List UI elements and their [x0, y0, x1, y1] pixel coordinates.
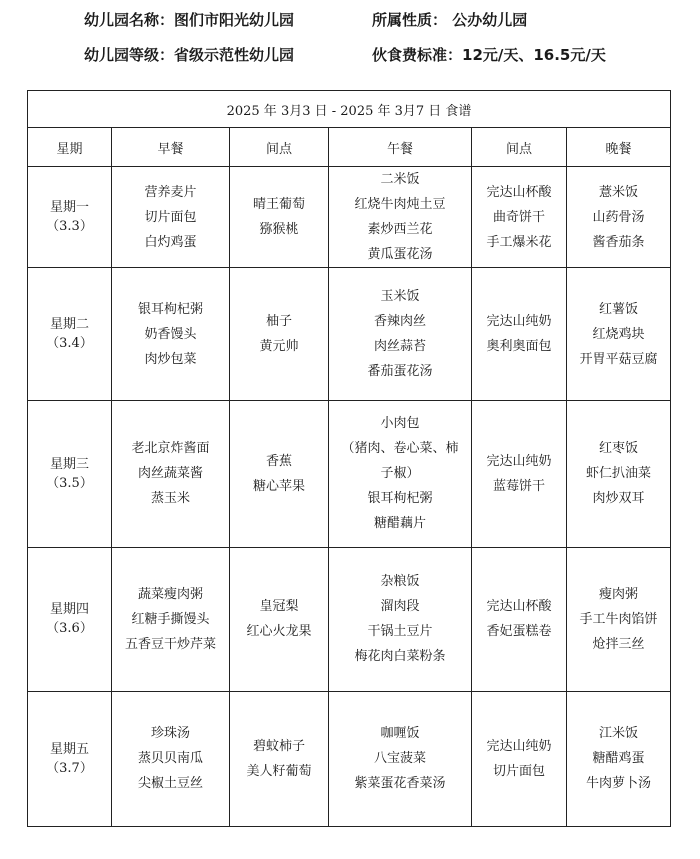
lunch-cell	[329, 547, 472, 691]
menu-item: 肉丝蔬菜酱	[137, 466, 203, 482]
table-row-friday	[28, 691, 671, 826]
table-row-wednesday	[28, 401, 671, 547]
menu-item: 杂粮饭	[380, 574, 420, 590]
weekday-label: 星期三	[49, 456, 89, 472]
weekday-cell	[28, 691, 112, 826]
menu-item: 香蕉	[265, 453, 292, 469]
dinner-cell	[567, 401, 671, 547]
weekday-date: （3.3）	[46, 219, 93, 235]
menu-item: 肉炒包菜	[144, 351, 197, 367]
menu-item: 蒸玉米	[150, 491, 190, 507]
weekday-cell	[28, 401, 112, 547]
kindergarten-nature: 所属性质： 公办幼儿园	[372, 11, 528, 29]
menu-item: 猕猴桃	[259, 222, 299, 238]
menu-item: 切片面包	[492, 763, 545, 779]
lunch-cell	[329, 268, 472, 401]
snack-afternoon-cell	[472, 547, 567, 691]
menu-item: 红糖手撕馒头	[131, 611, 210, 627]
menu-item: 蒸贝贝南瓜	[137, 751, 203, 767]
weekday-cell	[28, 167, 112, 268]
menu-item: 奶香馒头	[144, 326, 197, 342]
menu-item: （猪肉、卷心菜、柿	[341, 441, 459, 457]
menu-item: 柚子	[265, 314, 292, 330]
weekday-label: 星期四	[49, 602, 89, 618]
dinner-cell	[567, 547, 671, 691]
menu-item: 老北京炸酱面	[131, 441, 210, 457]
breakfast-cell	[112, 691, 230, 826]
lunch-cell	[329, 691, 472, 826]
menu-item: 香妃蛋糕卷	[486, 624, 552, 640]
menu-item: 咖喱饭	[380, 726, 420, 742]
weekday-date: （3.5）	[46, 475, 93, 491]
menu-item: 子椒）	[380, 466, 420, 482]
menu-item: 干锅土豆片	[367, 624, 433, 640]
menu-item: 完达山杯酸	[486, 599, 552, 615]
menu-item: 牛肉萝卜汤	[586, 776, 652, 792]
menu-item: 完达山杯酸	[486, 184, 552, 200]
column-header-snack-morning: 间点	[230, 128, 329, 167]
menu-item: 开胃平菇豆腐	[579, 351, 658, 367]
menu-item: 溜肉段	[380, 599, 420, 615]
menu-item: 白灼鸡蛋	[144, 234, 197, 250]
weekday-date: （3.6）	[46, 621, 93, 637]
menu-item: 黄元帅	[259, 339, 299, 355]
weekday-cell	[28, 547, 112, 691]
menu-item: 奥利奥面包	[486, 339, 552, 355]
table-row-thursday	[28, 547, 671, 691]
breakfast-cell	[112, 401, 230, 547]
menu-item: 手工牛肉馅饼	[579, 611, 658, 627]
kindergarten-name: 幼儿园名称：图们市阳光幼儿园	[84, 11, 295, 29]
menu-item: 虾仁扒油菜	[586, 466, 652, 482]
snack-afternoon-cell	[472, 401, 567, 547]
menu-item: 江米饭	[599, 726, 639, 742]
menu-item: 红枣饭	[599, 441, 639, 457]
column-header-breakfast: 早餐	[112, 128, 230, 167]
menu-item: 营养麦片	[144, 184, 197, 200]
menu-item: 糖醋藕片	[373, 516, 426, 532]
menu-item: 蔬菜瘦肉粥	[137, 586, 203, 602]
column-header-lunch: 午餐	[329, 128, 472, 167]
snack-morning-cell	[230, 691, 329, 826]
menu-item: 香辣肉丝	[373, 314, 426, 330]
weekday-label: 星期二	[49, 317, 89, 333]
menu-item: 山药骨汤	[592, 209, 645, 225]
menu-item: 银耳枸杞粥	[367, 491, 433, 507]
menu-item: 肉炒双耳	[592, 491, 645, 507]
lunch-cell	[329, 401, 472, 547]
menu-item: 梅花肉白菜粉条	[354, 649, 446, 665]
menu-item: 糖心苹果	[252, 478, 305, 494]
menu-item: 晴王葡萄	[252, 197, 305, 213]
menu-item: 糖醋鸡蛋	[592, 751, 645, 767]
weekly-menu-table	[27, 90, 671, 827]
table-row-monday	[28, 167, 671, 268]
weekday-label: 星期一	[49, 200, 89, 216]
menu-item: 五香豆干炒芹菜	[124, 636, 216, 652]
snack-afternoon-cell	[472, 691, 567, 826]
meal-fee-standard: 伙食费标准：12元/天、16.5元/天	[372, 46, 606, 64]
menu-item: 蓝莓饼干	[492, 478, 545, 494]
breakfast-cell	[112, 167, 230, 268]
weekday-label: 星期五	[49, 741, 89, 757]
menu-item: 碧蚊柿子	[252, 738, 305, 754]
snack-morning-cell	[230, 167, 329, 268]
kindergarten-level: 幼儿园等级：省级示范性幼儿园	[84, 46, 295, 64]
menu-item: 黄瓜蛋花汤	[367, 247, 433, 263]
menu-item: 红心火龙果	[246, 624, 312, 640]
menu-item: 完达山纯奶	[486, 314, 552, 330]
menu-item: 红薯饭	[599, 301, 639, 317]
breakfast-cell	[112, 268, 230, 401]
menu-item: 银耳枸杞粥	[137, 301, 203, 317]
menu-item: 番茄蛋花汤	[367, 364, 433, 380]
snack-afternoon-cell	[472, 268, 567, 401]
menu-item: 紫菜蛋花香菜汤	[354, 776, 446, 792]
snack-afternoon-cell	[472, 167, 567, 268]
table-title-row	[28, 91, 671, 128]
weekday-date: （3.4）	[46, 336, 93, 352]
column-header-weekday: 星期	[28, 128, 112, 167]
snack-morning-cell	[230, 401, 329, 547]
weekday-date: （3.7）	[46, 760, 93, 776]
dinner-cell	[567, 691, 671, 826]
snack-morning-cell	[230, 268, 329, 401]
column-header-dinner: 晚餐	[567, 128, 671, 167]
dinner-cell	[567, 167, 671, 268]
table-header-row	[28, 128, 671, 167]
table-row-tuesday	[28, 268, 671, 401]
weekday-cell	[28, 268, 112, 401]
snack-morning-cell	[230, 547, 329, 691]
menu-item: 炝拌三丝	[592, 636, 645, 652]
menu-item: 珍珠汤	[150, 726, 190, 742]
menu-item: 素炒西兰花	[367, 222, 433, 238]
menu-item: 美人籽葡萄	[246, 763, 312, 779]
menu-item: 酱香茄条	[592, 234, 645, 250]
menu-item: 皇冠梨	[259, 599, 299, 615]
menu-item: 红烧鸡块	[592, 326, 645, 342]
menu-item: 薏米饭	[599, 184, 639, 200]
menu-item: 手工爆米花	[486, 234, 552, 250]
menu-item: 肉丝蒜苔	[373, 339, 426, 355]
menu-item: 小肉包	[380, 416, 420, 432]
menu-item: 二米饭	[380, 172, 420, 188]
dinner-cell	[567, 268, 671, 401]
menu-item: 曲奇饼干	[492, 209, 545, 225]
menu-item: 红烧牛肉炖土豆	[354, 197, 446, 213]
menu-item: 玉米饭	[380, 289, 420, 305]
menu-title: 2025 年 3月3 日 - 2025 年 3月7 日 食谱	[28, 91, 671, 128]
lunch-cell	[329, 167, 472, 268]
menu-item: 尖椒土豆丝	[137, 776, 203, 792]
menu-item: 切片面包	[144, 209, 197, 225]
breakfast-cell	[112, 547, 230, 691]
menu-item: 瘦肉粥	[599, 586, 639, 602]
column-header-snack-afternoon: 间点	[472, 128, 567, 167]
menu-item: 完达山纯奶	[486, 738, 552, 754]
menu-item: 八宝菠菜	[373, 751, 426, 767]
menu-item: 完达山纯奶	[486, 453, 552, 469]
